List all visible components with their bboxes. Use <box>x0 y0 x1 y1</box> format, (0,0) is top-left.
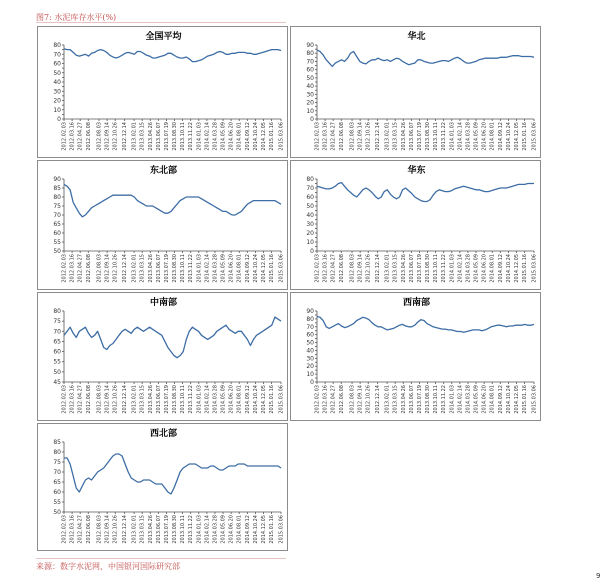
x-tick-label: 2014.06.20 <box>228 122 235 151</box>
x-tick-label: 2013.11.22 <box>441 385 448 414</box>
series-line <box>64 184 281 216</box>
y-tick-label: 80 <box>306 315 314 323</box>
y-tick-label: 20 <box>53 97 61 105</box>
x-tick-label: 2014.10.24 <box>252 254 259 283</box>
x-tick-label: 2014.03.28 <box>465 385 472 414</box>
x-tick-label: 2012.03.16 <box>69 515 76 544</box>
y-tick-label: 0 <box>57 116 61 123</box>
y-tick-label: 60 <box>53 489 61 496</box>
x-tick-label: 2014.12.05 <box>513 385 520 414</box>
source-note: 来源：数字水泥网，中国银河国际研究部 <box>36 562 180 571</box>
x-tick-label: 2014.12.05 <box>260 122 267 151</box>
x-tick-label: 2013.02.01 <box>384 385 391 414</box>
x-tick-label: 2013.11.22 <box>188 122 195 151</box>
x-tick-label: 2013.06.07 <box>408 254 415 283</box>
y-tick-label: 50 <box>53 368 61 376</box>
x-tick-label: 2015.01.16 <box>522 254 529 283</box>
x-tick-label: 2015.03.06 <box>531 122 538 151</box>
x-tick-label: 2014.12.05 <box>260 385 267 414</box>
x-tick-label: 2012.06.08 <box>85 385 92 414</box>
x-tick-label: 2012.08.03 <box>96 254 103 283</box>
x-tick-label: 2012.02.03 <box>61 254 68 283</box>
x-tick-label: 2013.11.22 <box>188 385 195 414</box>
y-tick-label: 50 <box>53 509 61 516</box>
x-tick-label: 2014.08.01 <box>236 254 243 283</box>
y-tick-label: 85 <box>53 439 61 446</box>
y-tick-label: 10 <box>53 106 61 114</box>
x-tick-label: 2013.08.30 <box>425 122 432 151</box>
chart-svg-national <box>38 27 289 159</box>
x-tick-label: 2013.02.01 <box>384 254 391 283</box>
x-tick-label: 2012.06.08 <box>85 122 92 151</box>
x-tick-label: 2012.03.16 <box>69 254 76 283</box>
chart-title: 中南部 <box>149 298 178 308</box>
x-tick-label: 2012.12.14 <box>122 385 129 414</box>
x-tick-label: 2013.10.11 <box>180 122 187 151</box>
x-tick-label: 2014.08.01 <box>236 385 243 414</box>
x-tick-label: 2014.03.28 <box>212 254 219 283</box>
x-tick-label: 2012.10.26 <box>112 515 119 544</box>
y-tick-label: 80 <box>53 194 61 201</box>
y-tick-label: 80 <box>306 50 314 58</box>
chart-title: 西南部 <box>402 298 431 308</box>
x-tick-label: 2015.01.16 <box>269 515 276 544</box>
y-tick-label: 40 <box>53 79 61 86</box>
y-tick-label: 65 <box>53 338 61 346</box>
x-tick-label: 2014.12.05 <box>260 515 267 544</box>
y-tick-label: 70 <box>306 185 314 192</box>
x-tick-label: 2014.12.05 <box>513 254 520 283</box>
chart-svg-east <box>291 161 542 291</box>
x-tick-label: 2014.05.09 <box>220 385 227 414</box>
x-tick-label: 2012.10.26 <box>112 385 119 414</box>
series-line <box>64 49 281 62</box>
y-tick-label: 55 <box>53 239 61 246</box>
x-tick-label: 2012.08.03 <box>96 122 103 151</box>
series-line <box>64 317 281 358</box>
x-tick-label: 2013.07.19 <box>416 385 423 414</box>
x-tick-label: 2015.01.16 <box>522 385 529 414</box>
x-tick-label: 2014.06.20 <box>481 254 488 283</box>
x-tick-label: 2013.11.22 <box>188 515 195 544</box>
caption-divider <box>36 22 286 23</box>
x-tick-label: 2014.06.20 <box>228 515 235 544</box>
x-tick-label: 2014.05.09 <box>220 254 227 283</box>
x-tick-label: 2013.10.11 <box>180 515 187 544</box>
x-tick-label: 2013.02.01 <box>131 254 138 283</box>
y-tick-label: 60 <box>306 194 314 201</box>
x-tick-label: 2013.07.19 <box>163 515 170 544</box>
y-tick-label: 75 <box>53 318 61 326</box>
chart-svg-southwest <box>291 293 542 422</box>
x-tick-label: 2014.05.09 <box>473 122 480 151</box>
x-tick-label: 2014.01.03 <box>196 122 203 151</box>
x-tick-label: 2014.06.20 <box>481 385 488 414</box>
x-tick-label: 2012.03.16 <box>322 254 329 283</box>
x-tick-label: 2012.04.27 <box>330 122 337 151</box>
x-tick-label: 2012.04.27 <box>330 385 337 414</box>
x-tick-label: 2013.10.11 <box>433 122 440 151</box>
x-tick-label: 2012.04.27 <box>77 385 84 414</box>
x-tick-label: 2013.08.30 <box>425 254 432 283</box>
x-tick-label: 2012.03.16 <box>69 122 76 151</box>
chart-svg-central-south <box>38 293 289 422</box>
x-tick-label: 2014.02.14 <box>204 254 211 283</box>
x-tick-label: 2013.11.22 <box>441 122 448 151</box>
x-tick-label: 2014.08.01 <box>489 254 496 283</box>
x-tick-label: 2014.02.14 <box>457 385 464 414</box>
x-tick-label: 2014.08.01 <box>489 385 496 414</box>
x-tick-label: 2012.02.03 <box>314 122 321 151</box>
x-tick-label: 2012.10.26 <box>112 254 119 283</box>
x-tick-label: 2013.04.26 <box>400 121 407 151</box>
x-tick-label: 2014.09.12 <box>497 385 504 414</box>
x-tick-label: 2012.02.03 <box>314 254 321 283</box>
x-tick-label: 2014.01.03 <box>449 385 456 414</box>
y-tick-label: 0 <box>310 379 314 386</box>
x-tick-label: 2014.09.12 <box>497 254 504 283</box>
y-tick-label: 0 <box>310 248 314 255</box>
x-tick-label: 2013.07.19 <box>163 122 170 151</box>
x-tick-label: 2013.07.19 <box>163 254 170 283</box>
x-tick-label: 2014.05.09 <box>473 254 480 283</box>
y-tick-label: 45 <box>53 379 61 386</box>
x-tick-label: 2012.06.08 <box>338 254 345 283</box>
y-tick-label: 70 <box>306 323 314 331</box>
y-tick-label: 75 <box>53 459 61 466</box>
x-tick-label: 2015.01.16 <box>269 254 276 283</box>
x-tick-label: 2013.02.01 <box>131 515 138 544</box>
x-tick-label: 2013.11.22 <box>188 254 195 283</box>
x-tick-label: 2014.06.20 <box>481 122 488 151</box>
x-tick-label: 2014.03.28 <box>212 385 219 414</box>
x-tick-label: 2013.10.11 <box>433 385 440 414</box>
x-tick-label: 2014.05.09 <box>220 515 227 544</box>
x-tick-label: 2014.10.24 <box>252 385 259 414</box>
chart-panel-northeast <box>37 160 288 290</box>
x-tick-label: 2012.08.03 <box>96 385 103 414</box>
y-tick-label: 30 <box>306 221 314 228</box>
y-tick-label: 50 <box>53 69 61 77</box>
x-tick-label: 2012.08.03 <box>349 122 356 151</box>
x-tick-label: 2013.08.30 <box>172 122 179 151</box>
y-tick-label: 50 <box>306 339 314 347</box>
x-tick-label: 2014.02.14 <box>457 254 464 283</box>
x-tick-label: 2012.08.03 <box>349 254 356 283</box>
chart-svg-north <box>291 27 542 159</box>
series-line <box>317 183 534 202</box>
x-tick-label: 2014.02.14 <box>204 385 211 414</box>
x-tick-label: 2012.06.08 <box>338 385 345 414</box>
x-tick-label: 2012.06.08 <box>85 515 92 544</box>
x-tick-label: 2012.02.03 <box>61 385 68 414</box>
x-tick-label: 2014.09.12 <box>244 515 251 544</box>
x-tick-label: 2014.08.01 <box>236 515 243 544</box>
x-tick-label: 2013.04.26 <box>147 385 154 414</box>
series-line <box>317 50 534 67</box>
y-tick-label: 40 <box>306 212 314 219</box>
x-tick-label: 2014.09.12 <box>244 385 251 414</box>
page-number: 9 <box>596 572 601 580</box>
x-tick-label: 2013.07.19 <box>416 254 423 283</box>
x-tick-label: 2015.01.16 <box>269 122 276 151</box>
y-tick-label: 50 <box>306 203 314 210</box>
x-tick-label: 2013.03.15 <box>139 515 146 544</box>
x-tick-label: 2014.03.28 <box>465 122 472 151</box>
x-tick-label: 2013.06.07 <box>155 385 162 414</box>
chart-panel-east <box>290 160 541 290</box>
x-tick-label: 2014.10.24 <box>505 254 512 283</box>
x-tick-label: 2013.03.15 <box>392 385 399 414</box>
y-tick-label: 70 <box>53 212 61 219</box>
x-tick-label: 2013.04.26 <box>400 385 407 414</box>
x-tick-label: 2015.03.06 <box>278 385 285 414</box>
x-tick-label: 2012.03.16 <box>69 385 76 414</box>
chart-panel-north <box>290 26 541 158</box>
x-tick-label: 2012.09.14 <box>357 122 364 151</box>
y-tick-label: 60 <box>53 348 61 356</box>
x-tick-label: 2015.01.16 <box>269 385 276 414</box>
x-tick-label: 2013.04.26 <box>147 254 154 283</box>
x-tick-label: 2014.03.28 <box>212 515 219 544</box>
x-tick-label: 2013.06.07 <box>408 122 415 151</box>
x-tick-label: 2012.06.08 <box>338 122 345 151</box>
x-tick-label: 2013.03.15 <box>392 254 399 283</box>
x-tick-label: 2013.02.01 <box>131 385 138 414</box>
series-line <box>317 317 534 333</box>
x-tick-label: 2012.09.14 <box>104 122 111 151</box>
x-tick-label: 2012.04.27 <box>77 254 84 283</box>
x-tick-label: 2012.10.26 <box>365 385 372 414</box>
x-tick-label: 2012.10.26 <box>112 122 119 151</box>
x-tick-label: 2014.01.03 <box>196 385 203 414</box>
chart-title: 华东 <box>407 166 426 176</box>
x-tick-label: 2012.02.03 <box>314 385 321 414</box>
y-tick-label: 65 <box>53 221 61 228</box>
y-tick-label: 70 <box>53 51 61 59</box>
y-tick-label: 65 <box>53 479 61 486</box>
x-tick-label: 2014.09.12 <box>244 122 251 151</box>
x-tick-label: 2012.03.16 <box>322 385 329 414</box>
y-tick-label: 60 <box>53 230 61 237</box>
x-tick-label: 2012.09.14 <box>104 254 111 283</box>
x-tick-label: 2014.12.05 <box>513 122 520 151</box>
x-tick-label: 2012.08.03 <box>96 515 103 544</box>
x-tick-label: 2014.03.28 <box>212 122 219 151</box>
x-tick-label: 2014.02.14 <box>457 122 464 151</box>
y-tick-label: 85 <box>53 185 61 192</box>
x-tick-label: 2014.10.24 <box>505 122 512 151</box>
chart-title: 华北 <box>407 32 426 42</box>
x-tick-label: 2012.12.14 <box>375 385 382 414</box>
x-tick-label: 2012.04.27 <box>330 254 337 283</box>
y-tick-label: 30 <box>53 88 61 96</box>
y-tick-label: 80 <box>53 308 61 315</box>
x-tick-label: 2013.11.22 <box>441 254 448 283</box>
y-tick-label: 55 <box>53 499 61 506</box>
x-tick-label: 2012.09.14 <box>104 385 111 414</box>
y-tick-label: 40 <box>306 83 314 91</box>
y-tick-label: 50 <box>53 248 61 255</box>
x-tick-label: 2012.12.14 <box>375 254 382 283</box>
chart-svg-northeast <box>38 161 289 291</box>
y-tick-label: 70 <box>306 58 314 66</box>
x-tick-label: 2013.03.15 <box>392 122 399 151</box>
x-tick-label: 2012.04.27 <box>77 515 84 544</box>
source-divider <box>36 558 286 559</box>
chart-panel-southwest <box>290 292 541 421</box>
y-tick-label: 75 <box>53 203 61 210</box>
x-tick-label: 2012.12.14 <box>122 122 129 151</box>
y-tick-label: 40 <box>306 347 314 355</box>
x-tick-label: 2014.05.09 <box>473 385 480 414</box>
x-tick-label: 2013.06.07 <box>155 122 162 151</box>
x-tick-label: 2013.06.07 <box>408 385 415 414</box>
y-tick-label: 80 <box>53 449 61 456</box>
x-tick-label: 2012.12.14 <box>122 515 129 544</box>
x-tick-label: 2014.02.14 <box>204 515 211 544</box>
x-tick-label: 2014.02.14 <box>204 122 211 151</box>
x-tick-label: 2014.09.12 <box>244 254 251 283</box>
x-tick-label: 2014.09.12 <box>497 122 504 151</box>
chart-svg-northwest <box>38 424 289 552</box>
chart-title: 全国平均 <box>145 32 182 42</box>
x-tick-label: 2013.08.30 <box>425 385 432 414</box>
y-tick-label: 80 <box>306 176 314 183</box>
y-tick-label: 0 <box>310 116 314 123</box>
y-tick-label: 10 <box>306 371 314 379</box>
y-tick-label: 60 <box>306 66 314 74</box>
x-tick-label: 2015.03.06 <box>278 515 285 544</box>
x-tick-label: 2012.06.08 <box>85 254 92 283</box>
x-tick-label: 2012.10.26 <box>365 122 372 151</box>
x-tick-label: 2015.03.06 <box>531 385 538 414</box>
x-tick-label: 2012.04.27 <box>77 122 84 151</box>
x-tick-label: 2012.12.14 <box>375 122 382 151</box>
y-tick-label: 90 <box>53 176 61 183</box>
y-tick-label: 10 <box>306 239 314 246</box>
x-tick-label: 2014.10.24 <box>252 515 259 544</box>
x-tick-label: 2012.09.14 <box>104 515 111 544</box>
y-tick-label: 50 <box>306 74 314 82</box>
y-tick-label: 60 <box>53 60 61 68</box>
x-tick-label: 2014.06.20 <box>228 254 235 283</box>
x-tick-label: 2015.03.06 <box>531 254 538 283</box>
x-tick-label: 2013.08.30 <box>172 515 179 544</box>
x-tick-label: 2015.03.06 <box>278 122 285 151</box>
y-tick-label: 90 <box>306 308 314 315</box>
x-tick-label: 2013.10.11 <box>180 385 187 414</box>
x-tick-label: 2013.04.26 <box>400 254 407 283</box>
x-tick-label: 2012.02.03 <box>61 515 68 544</box>
chart-title: 西北部 <box>149 429 178 439</box>
x-tick-label: 2014.01.03 <box>196 254 203 283</box>
x-tick-label: 2013.06.07 <box>155 515 162 544</box>
y-tick-label: 70 <box>53 469 61 476</box>
x-tick-label: 2013.08.30 <box>172 254 179 283</box>
y-tick-label: 90 <box>306 42 314 49</box>
y-tick-label: 70 <box>53 328 61 336</box>
y-tick-label: 30 <box>306 91 314 99</box>
x-tick-label: 2013.10.11 <box>433 254 440 283</box>
y-tick-label: 20 <box>306 363 314 371</box>
x-tick-label: 2014.12.05 <box>260 254 267 283</box>
x-tick-label: 2014.03.28 <box>465 254 472 283</box>
x-tick-label: 2014.06.20 <box>228 385 235 414</box>
x-tick-label: 2012.08.03 <box>349 385 356 414</box>
x-tick-label: 2013.04.26 <box>147 121 154 151</box>
y-tick-label: 10 <box>306 107 314 115</box>
x-tick-label: 2013.02.01 <box>131 122 138 151</box>
y-tick-label: 60 <box>306 331 314 339</box>
y-tick-label: 80 <box>53 42 61 49</box>
x-tick-label: 2014.01.03 <box>449 122 456 151</box>
x-tick-label: 2013.07.19 <box>163 385 170 414</box>
x-tick-label: 2014.05.09 <box>220 122 227 151</box>
x-tick-label: 2013.08.30 <box>172 385 179 414</box>
x-tick-label: 2012.10.26 <box>365 254 372 283</box>
chart-panel-national <box>37 26 288 158</box>
figure-caption: 图7: 水泥库存水平(%) <box>36 13 117 22</box>
x-tick-label: 2013.04.26 <box>147 515 154 544</box>
x-tick-label: 2013.06.07 <box>155 254 162 283</box>
x-tick-label: 2014.08.01 <box>489 122 496 151</box>
x-tick-label: 2013.03.15 <box>139 122 146 151</box>
x-tick-label: 2012.02.03 <box>61 122 68 151</box>
x-tick-label: 2014.10.24 <box>505 385 512 414</box>
x-tick-label: 2014.08.01 <box>236 122 243 151</box>
x-tick-label: 2012.12.14 <box>122 254 129 283</box>
x-tick-label: 2012.03.16 <box>322 122 329 151</box>
x-tick-label: 2013.02.01 <box>384 122 391 151</box>
chart-panel-central-south <box>37 292 288 421</box>
x-tick-label: 2014.01.03 <box>196 515 203 544</box>
y-tick-label: 55 <box>53 358 61 366</box>
series-line <box>64 454 281 494</box>
chart-panel-northwest <box>37 423 288 551</box>
x-tick-label: 2013.03.15 <box>139 385 146 414</box>
y-tick-label: 20 <box>306 99 314 107</box>
x-tick-label: 2013.10.11 <box>180 254 187 283</box>
x-tick-label: 2013.03.15 <box>139 254 146 283</box>
x-tick-label: 2012.09.14 <box>357 254 364 283</box>
x-tick-label: 2014.10.24 <box>252 122 259 151</box>
y-tick-label: 30 <box>306 355 314 363</box>
chart-title: 东北部 <box>149 166 178 176</box>
x-tick-label: 2014.01.03 <box>449 254 456 283</box>
x-tick-label: 2015.01.16 <box>522 122 529 151</box>
y-tick-label: 20 <box>306 230 314 237</box>
x-tick-label: 2013.07.19 <box>416 122 423 151</box>
x-tick-label: 2015.03.06 <box>278 254 285 283</box>
x-tick-label: 2012.09.14 <box>357 385 364 414</box>
